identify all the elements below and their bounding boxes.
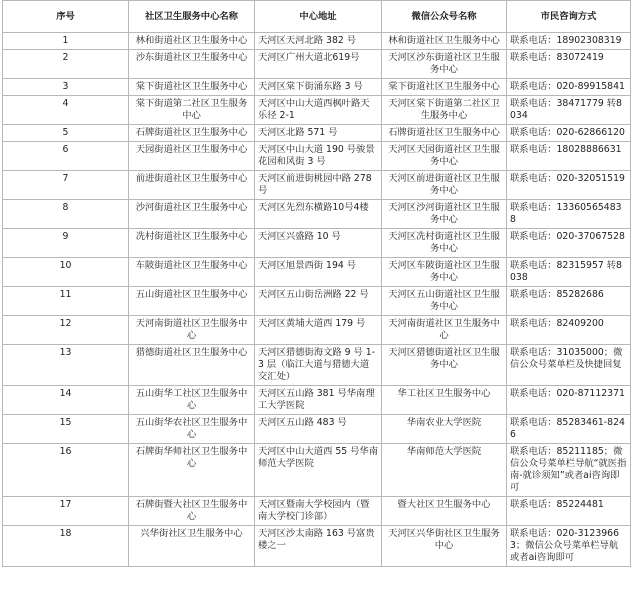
wechat-account-name: 天河南街道社区卫生服务中心 (382, 316, 507, 345)
table-row (3, 526, 631, 567)
table-row (3, 386, 631, 415)
row-index: 2 (3, 50, 129, 79)
row-index: 5 (3, 125, 129, 142)
center-name: 猎德街道社区卫生服务中心 (129, 345, 255, 386)
center-name: 沙河街道社区卫生服务中心 (129, 200, 255, 229)
row-index: 11 (3, 287, 129, 316)
wechat-account-name: 天河区冼村街道社区卫生服务中心 (382, 229, 507, 258)
table-row (3, 142, 631, 171)
table-row (3, 345, 631, 386)
table-row (3, 316, 631, 345)
row-index: 12 (3, 316, 129, 345)
table-row (3, 200, 631, 229)
table-row (3, 258, 631, 287)
wechat-account-name: 华南农业大学医院 (382, 415, 507, 444)
contact-info: 联系电话：85283461-8246 (507, 415, 631, 444)
header-wechat-account: 微信公众号名称 (382, 1, 507, 33)
center-name: 棠下街道第二社区卫生服务中心 (129, 96, 255, 125)
center-address: 天河区猎德街海文路 9 号 1-3 层（临江大道与猎德大道交汇处） (255, 345, 382, 386)
contact-info: 联系电话：83072419 (507, 50, 631, 79)
center-name: 前进街道社区卫生服务中心 (129, 171, 255, 200)
row-index: 3 (3, 79, 129, 96)
center-address: 天河区五山路 381 号华南理工大学医院 (255, 386, 382, 415)
contact-info: 联系电话：18028886631 (507, 142, 631, 171)
center-name: 五山街华工社区卫生服务中心 (129, 386, 255, 415)
center-name: 林和街道社区卫生服务中心 (129, 33, 255, 50)
center-name: 沙东街道社区卫生服务中心 (129, 50, 255, 79)
table-body (3, 33, 631, 567)
wechat-account-name: 天河区五山街道社区卫生服务中心 (382, 287, 507, 316)
wechat-account-name: 天河区兴华街社区卫生服务中心 (382, 526, 507, 567)
wechat-account-name: 天河区前进街道社区卫生服务中心 (382, 171, 507, 200)
table-row (3, 33, 631, 50)
row-index: 1 (3, 33, 129, 50)
contact-info: 联系电话：82409200 (507, 316, 631, 345)
table-row (3, 415, 631, 444)
table-row (3, 287, 631, 316)
row-index: 15 (3, 415, 129, 444)
center-address: 天河区旭景西街 194 号 (255, 258, 382, 287)
row-index: 16 (3, 444, 129, 497)
header-center-name: 社区卫生服务中心名称 (129, 1, 255, 33)
contact-info: 联系电话：020-31239663；微信公众号菜单栏导航或者ai咨询即可 (507, 526, 631, 567)
contact-info: 联系电话：020-32051519 (507, 171, 631, 200)
center-address: 天河区中山大道 190 号骏景花园和风街 3 号 (255, 142, 382, 171)
center-name: 兴华街社区卫生服务中心 (129, 526, 255, 567)
center-address: 天河区黄埔大道西 179 号 (255, 316, 382, 345)
row-index: 10 (3, 258, 129, 287)
center-address: 天河区广州大道北619号 (255, 50, 382, 79)
center-address: 天河区中山大道西枫叶路天乐径 2-1 (255, 96, 382, 125)
contact-info: 联系电话：18902308319 (507, 33, 631, 50)
row-index: 9 (3, 229, 129, 258)
center-address: 天河区前进街桃园中路 278 号 (255, 171, 382, 200)
row-index: 13 (3, 345, 129, 386)
center-name: 五山街道社区卫生服务中心 (129, 287, 255, 316)
center-name: 石牌街华师社区卫生服务中心 (129, 444, 255, 497)
header-address: 中心地址 (255, 1, 382, 33)
table-row (3, 171, 631, 200)
row-index: 8 (3, 200, 129, 229)
center-address: 天河区兴盛路 10 号 (255, 229, 382, 258)
wechat-account-name: 天河区沙河街道社区卫生服务中心 (382, 200, 507, 229)
wechat-account-name: 华工社区卫生服务中心 (382, 386, 507, 415)
contact-info: 联系电话：85282686 (507, 287, 631, 316)
center-name: 冼村街道社区卫生服务中心 (129, 229, 255, 258)
contact-info: 联系电话：82315957 转8038 (507, 258, 631, 287)
contact-info: 联系电话：85224481 (507, 497, 631, 526)
row-index: 18 (3, 526, 129, 567)
center-name: 石牌街道社区卫生服务中心 (129, 125, 255, 142)
center-address: 天河区五山街岳洲路 22 号 (255, 287, 382, 316)
center-address: 天河区暨南大学校园内（暨南大学校门诊部） (255, 497, 382, 526)
header-index: 序号 (3, 1, 129, 33)
center-name: 天园街道社区卫生服务中心 (129, 142, 255, 171)
contact-info: 联系电话：31035000；微信公众号菜单栏及快捷回复 (507, 345, 631, 386)
center-address: 天河区中山大道西 55 号华南师范大学医院 (255, 444, 382, 497)
center-name: 天河南街道社区卫生服务中心 (129, 316, 255, 345)
table-row (3, 229, 631, 258)
wechat-account-name: 天河区天园街道社区卫生服务中心 (382, 142, 507, 171)
contact-info: 联系电话：38471779 转8034 (507, 96, 631, 125)
wechat-account-name: 天河区猎德街道社区卫生服务中心 (382, 345, 507, 386)
wechat-account-name: 华南师范大学医院 (382, 444, 507, 497)
row-index: 4 (3, 96, 129, 125)
wechat-account-name: 天河区棠下街道第二社区卫生服务中心 (382, 96, 507, 125)
table-row (3, 79, 631, 96)
wechat-account-name: 石牌街道社区卫生服务中心 (382, 125, 507, 142)
header-contact: 市民咨询方式 (507, 1, 631, 33)
table-row (3, 96, 631, 125)
center-address: 天河区北路 571 号 (255, 125, 382, 142)
table-row (3, 444, 631, 497)
row-index: 14 (3, 386, 129, 415)
row-index: 7 (3, 171, 129, 200)
row-index: 17 (3, 497, 129, 526)
center-address: 天河区先烈东横路10号4楼 (255, 200, 382, 229)
center-address: 天河区天河北路 382 号 (255, 33, 382, 50)
table-row (3, 497, 631, 526)
wechat-account-name: 天河区车陂街道社区卫生服务中心 (382, 258, 507, 287)
wechat-account-name: 暨大社区卫生服务中心 (382, 497, 507, 526)
contact-info: 联系电话：020-37067528 (507, 229, 631, 258)
contact-info: 联系电话：020-87112371 (507, 386, 631, 415)
center-name: 五山街华农社区卫生服务中心 (129, 415, 255, 444)
center-name: 棠下街道社区卫生服务中心 (129, 79, 255, 96)
row-index: 6 (3, 142, 129, 171)
contact-info: 联系电话：133605654838 (507, 200, 631, 229)
table-row (3, 50, 631, 79)
table-header (3, 1, 631, 33)
health-center-table (2, 0, 631, 567)
contact-info: 联系电话：020-62866120 (507, 125, 631, 142)
table-row (3, 125, 631, 142)
center-address: 天河区五山路 483 号 (255, 415, 382, 444)
wechat-account-name: 林和街道社区卫生服务中心 (382, 33, 507, 50)
center-address: 天河区沙太南路 163 号富贵楼之一 (255, 526, 382, 567)
wechat-account-name: 天河区沙东街道社区卫生服务中心 (382, 50, 507, 79)
center-name: 石牌街暨大社区卫生服务中心 (129, 497, 255, 526)
wechat-account-name: 棠下街道社区卫生服务中心 (382, 79, 507, 96)
contact-info: 联系电话：020-89915841 (507, 79, 631, 96)
center-name: 车陂街道社区卫生服务中心 (129, 258, 255, 287)
header-row (3, 1, 631, 33)
center-address: 天河区棠下街涌东路 3 号 (255, 79, 382, 96)
contact-info: 联系电话：85211185；微信公众号菜单栏导航“就医指南-就诊须知”或者ai咨询即可 (507, 444, 631, 497)
